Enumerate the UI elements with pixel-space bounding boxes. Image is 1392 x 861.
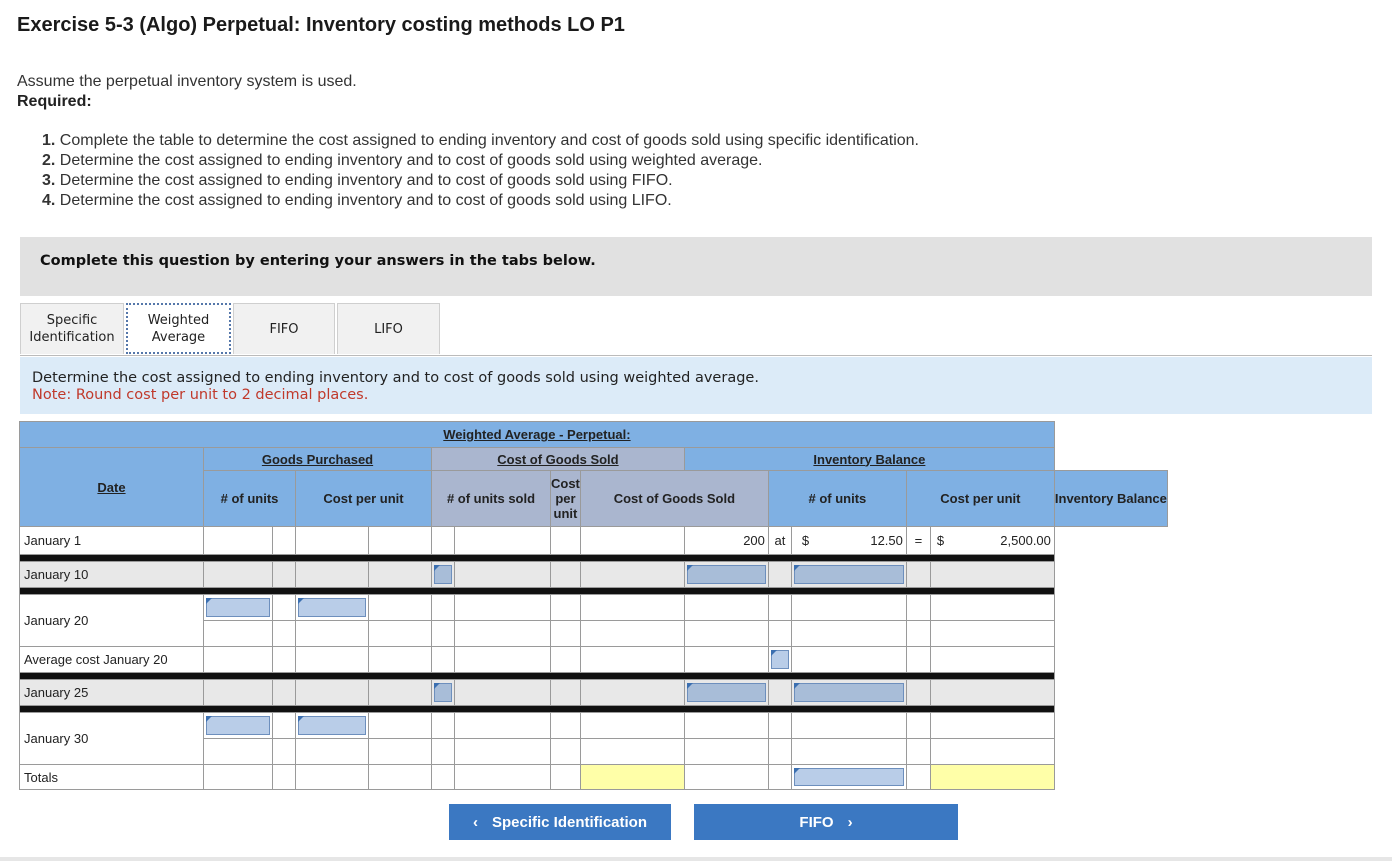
requirement-item: 4. Determine the cost assigned to ending inventory and to cost of goods sold using LIFO. xyxy=(42,192,672,209)
balance-total-header: Inventory Balance xyxy=(1054,471,1167,527)
balance-units-header: # of units xyxy=(768,471,906,527)
row-label: Totals xyxy=(20,765,204,790)
balance-total-value: $ 2,500.00 xyxy=(930,527,1054,555)
cogs-header: Cost of Goods Sold xyxy=(432,448,685,471)
goods-purchased-header: Goods Purchased xyxy=(204,448,432,471)
balance-cost-header: Cost per unit xyxy=(906,471,1054,527)
table-row xyxy=(20,527,1168,555)
next-tab-button[interactable]: FIFO › xyxy=(694,804,958,840)
sold-units-header: # of units sold xyxy=(432,471,551,527)
tab-fifo[interactable]: FIFO xyxy=(233,303,335,354)
instructions-banner: Complete this question by entering your answers in the tabs below. xyxy=(20,237,1372,296)
tab-instruction-panel xyxy=(20,357,1372,414)
jan10-balance-units-input[interactable] xyxy=(687,565,766,584)
row-label: January 1 xyxy=(20,527,204,555)
intro-text: Assume the perpetual inventory system is used. xyxy=(17,73,357,90)
table-row xyxy=(20,765,1168,790)
avg-cost-jan20-input[interactable] xyxy=(771,650,789,669)
table-title: Weighted Average - Perpetual: xyxy=(20,422,1055,448)
weighted-average-table xyxy=(19,421,1168,790)
balance-cost-value: $ 12.50 xyxy=(791,527,906,555)
row-label: January 25 xyxy=(20,680,204,706)
tab-specific-identification[interactable]: Specific Identification xyxy=(20,303,124,354)
table-row xyxy=(20,713,1168,739)
jan25-balance-units-input[interactable] xyxy=(687,683,766,702)
cogs-total-header: Cost of Goods Sold xyxy=(580,471,768,527)
table-row xyxy=(20,647,1168,673)
balance-units-value: 200 xyxy=(684,527,768,555)
tab-lifo[interactable]: LIFO xyxy=(337,303,440,354)
at-label: at xyxy=(768,527,791,555)
purchased-units-header: # of units xyxy=(204,471,296,527)
jan20-purchase-cost-input[interactable] xyxy=(298,598,366,617)
tab-instruction: Determine the cost assigned to ending inventory and to cost of goods sold using weighted average. xyxy=(32,370,759,386)
requirement-item: 3. Determine the cost assigned to ending inventory and to cost of goods sold using FIFO. xyxy=(42,172,673,189)
tab-weighted-average[interactable]: Weighted Average xyxy=(126,303,231,354)
table-row xyxy=(20,680,1168,706)
total-cogs-cell[interactable] xyxy=(580,765,684,790)
date-header: Date xyxy=(20,448,204,527)
required-label: Required: xyxy=(17,93,92,110)
jan30-purchase-units-input[interactable] xyxy=(206,716,270,735)
row-label: January 20 xyxy=(20,595,204,647)
requirement-item: 1. Complete the table to determine the cost assigned to ending inventory and cost of goods sold using specific identification. xyxy=(42,132,919,149)
jan25-units-sold-input[interactable] xyxy=(434,683,452,702)
inventory-balance-header: Inventory Balance xyxy=(684,448,1054,471)
jan25-balance-cost-input[interactable] xyxy=(794,683,904,702)
tab-underline xyxy=(20,355,1372,356)
row-label: January 10 xyxy=(20,562,204,588)
requirements-list xyxy=(42,131,919,211)
jan30-purchase-cost-input[interactable] xyxy=(298,716,366,735)
purchased-cost-header: Cost per unit xyxy=(296,471,432,527)
sold-cost-header: Cost per unit xyxy=(551,471,581,527)
page-title: Exercise 5-3 (Algo) Perpetual: Inventory costing methods LO P1 xyxy=(17,14,625,36)
jan20-purchase-units-input[interactable] xyxy=(206,598,270,617)
jan10-balance-cost-input[interactable] xyxy=(794,565,904,584)
table-row xyxy=(20,562,1168,588)
chevron-right-icon: › xyxy=(847,813,853,831)
bottom-divider xyxy=(0,857,1392,861)
jan10-units-sold-input[interactable] xyxy=(434,565,452,584)
chevron-left-icon: ‹ xyxy=(472,813,478,831)
rounding-note: Note: Round cost per unit to 2 decimal places. xyxy=(32,387,369,403)
totals-balance-cost-input[interactable] xyxy=(794,768,904,786)
equals-sign: = xyxy=(906,527,930,555)
total-inventory-balance-cell[interactable] xyxy=(930,765,1054,790)
row-label: Average cost January 20 xyxy=(20,647,204,673)
prev-tab-button[interactable]: ‹ Specific Identification xyxy=(449,804,671,840)
requirement-item: 2. Determine the cost assigned to ending inventory and to cost of goods sold using weighted average. xyxy=(42,152,763,169)
row-label: January 30 xyxy=(20,713,204,765)
table-row xyxy=(20,595,1168,621)
